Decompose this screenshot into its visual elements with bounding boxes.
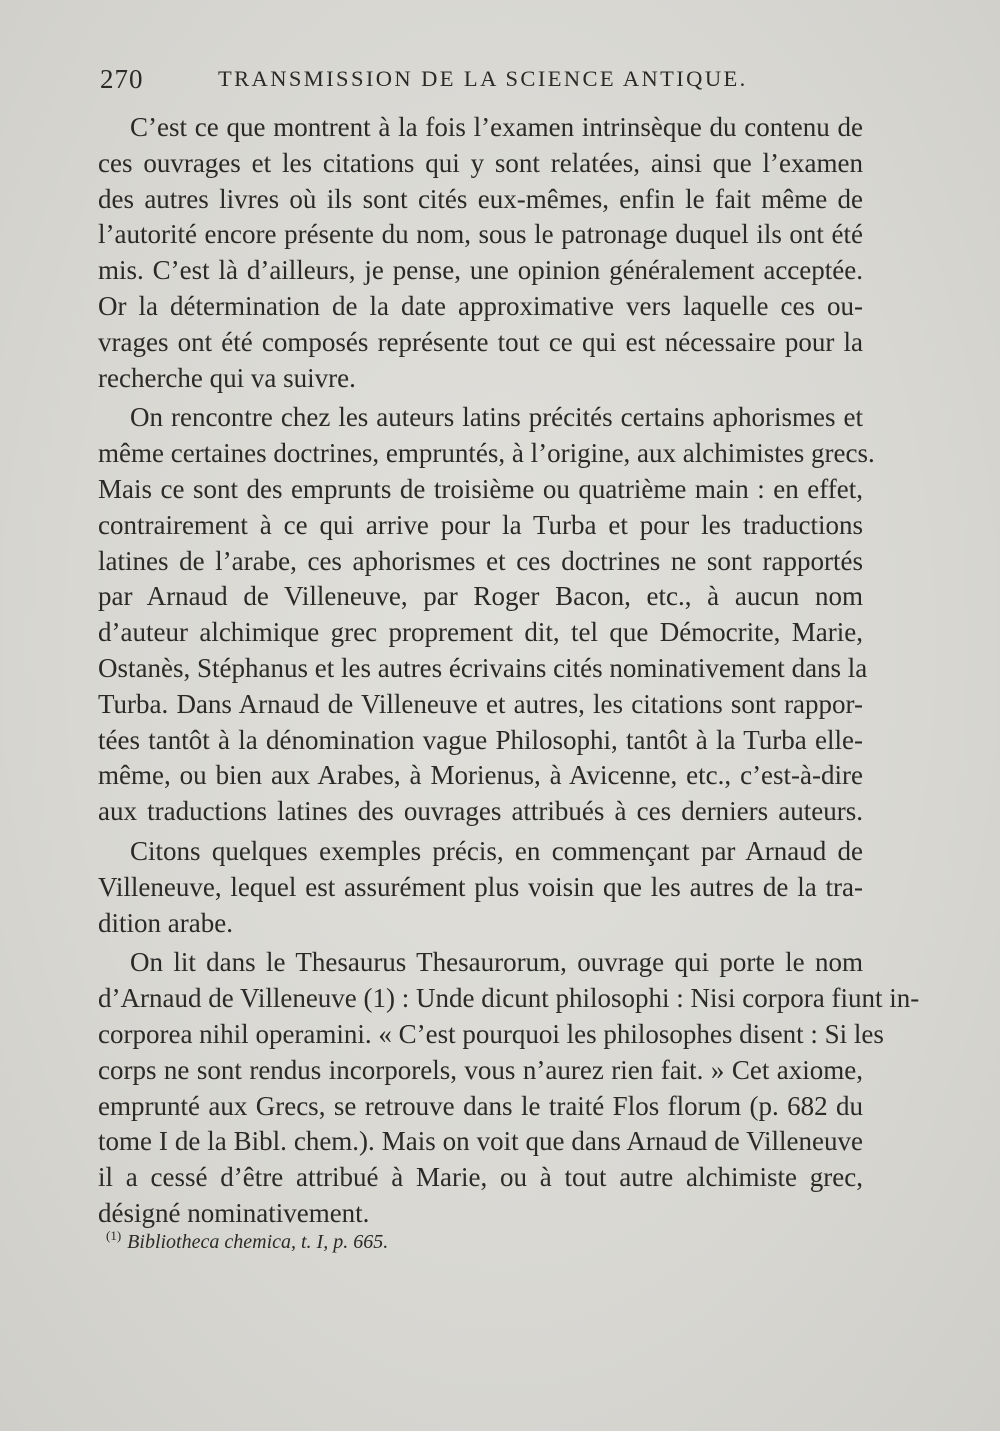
- text-line: d’Arnaud de Villeneuve (1) : Unde dicunt philosophi : Nisi corpora fiunt in-: [98, 983, 920, 1014]
- paragraph: [98, 945, 920, 1231]
- text-line: aux traductions latines des ouvrages attribués à ces derniers auteurs.: [98, 796, 863, 827]
- paragraph: [98, 110, 863, 396]
- text-line: vrages ont été composés représente tout ce qui est nécessaire pour la: [98, 326, 863, 357]
- text-line: On rencontre chez les auteurs latins précités certains aphorismes et: [130, 402, 863, 433]
- paragraph: [98, 834, 863, 941]
- text-line: dition arabe.: [98, 907, 233, 938]
- text-line: d’auteur alchimique grec proprement dit, tel que Démocrite, Marie,: [98, 617, 863, 648]
- text-line: C’est ce que montrent à la fois l’examen intrinsèque du contenu de: [130, 112, 863, 142]
- text-line: On lit dans le Thesaurus Thesaurorum, ouvrage qui porte le nom: [130, 947, 863, 978]
- text-line: Ostanès, Stéphanus et les autres écrivains cités nominativement dans la: [98, 652, 868, 683]
- running-title: TRANSMISSION DE LA SCIENCE ANTIQUE.: [218, 66, 748, 91]
- text-line: Villeneuve, lequel est assurément plus voisin que les autres de la tra-: [98, 871, 863, 902]
- text-line: tome I de la Bibl. chem.). Mais on voit que dans Arnaud de Villeneuve: [98, 1126, 863, 1157]
- text-line: des autres livres où ils sont cités eux-mêmes, enfin le fait même de: [98, 183, 863, 214]
- text-line: Mais ce sont des emprunts de troisième ou quatrième main : en effet,: [98, 473, 863, 504]
- text-line: par Arnaud de Villeneuve, par Roger Bacon, etc., à aucun nom: [98, 581, 863, 612]
- page-number: 270: [100, 64, 144, 94]
- text-line: même certaines doctrines, empruntés, à l’origine, aux alchimistes grecs.: [98, 438, 875, 469]
- paragraph: [98, 400, 875, 830]
- text-line: Turba. Dans Arnaud de Villeneuve et autres, les citations sont rappor-: [98, 688, 863, 719]
- text-line: il a cessé d’être attribué à Marie, ou à tout autre alchimiste grec,: [98, 1162, 863, 1193]
- body-text: [98, 110, 920, 1236]
- footnote-marker: (1): [106, 1228, 122, 1243]
- text-line: désigné nominativement.: [98, 1197, 370, 1228]
- text-line: corporea nihil operamini. « C’est pourquoi les philosophes disent : Si les: [98, 1018, 884, 1049]
- text-line: ces ouvrages et les citations qui y sont relatées, ainsi que l’examen: [98, 147, 863, 178]
- footnote: [106, 1228, 388, 1254]
- footnote-text: Bibliotheca chemica, t. I, p. 665.: [127, 1231, 389, 1253]
- text-line: même, ou bien aux Arabes, à Morienus, à Avicenne, etc., c’est-à-dire: [98, 760, 863, 791]
- page-header: [100, 64, 870, 104]
- text-line: Citons quelques exemples précis, en commençant par Arnaud de: [130, 835, 863, 866]
- text-line: recherche qui va suivre.: [98, 362, 356, 393]
- text-line: latines de l’arabe, ces aphorismes et ces doctrines ne sont rapportés: [98, 545, 863, 576]
- text-line: l’autorité encore présente du nom, sous le patronage duquel ils ont été: [98, 219, 863, 250]
- text-line: corps ne sont rendus incorporels, vous n’aurez rien fait. » Cet axiome,: [98, 1054, 863, 1085]
- text-line: emprunté aux Grecs, se retrouve dans le traité Flos florum (p. 682 du: [98, 1090, 863, 1121]
- text-line: mis. C’est là d’ailleurs, je pense, une opinion généralement acceptée.: [98, 255, 863, 286]
- text-line: contrairement à ce qui arrive pour la Turba et pour les traductions: [98, 509, 863, 540]
- text-line: tées tantôt à la dénomination vague Philosophi, tantôt à la Turba elle-: [98, 724, 863, 755]
- text-line: Or la détermination de la date approximative vers laquelle ces ou-: [98, 290, 863, 321]
